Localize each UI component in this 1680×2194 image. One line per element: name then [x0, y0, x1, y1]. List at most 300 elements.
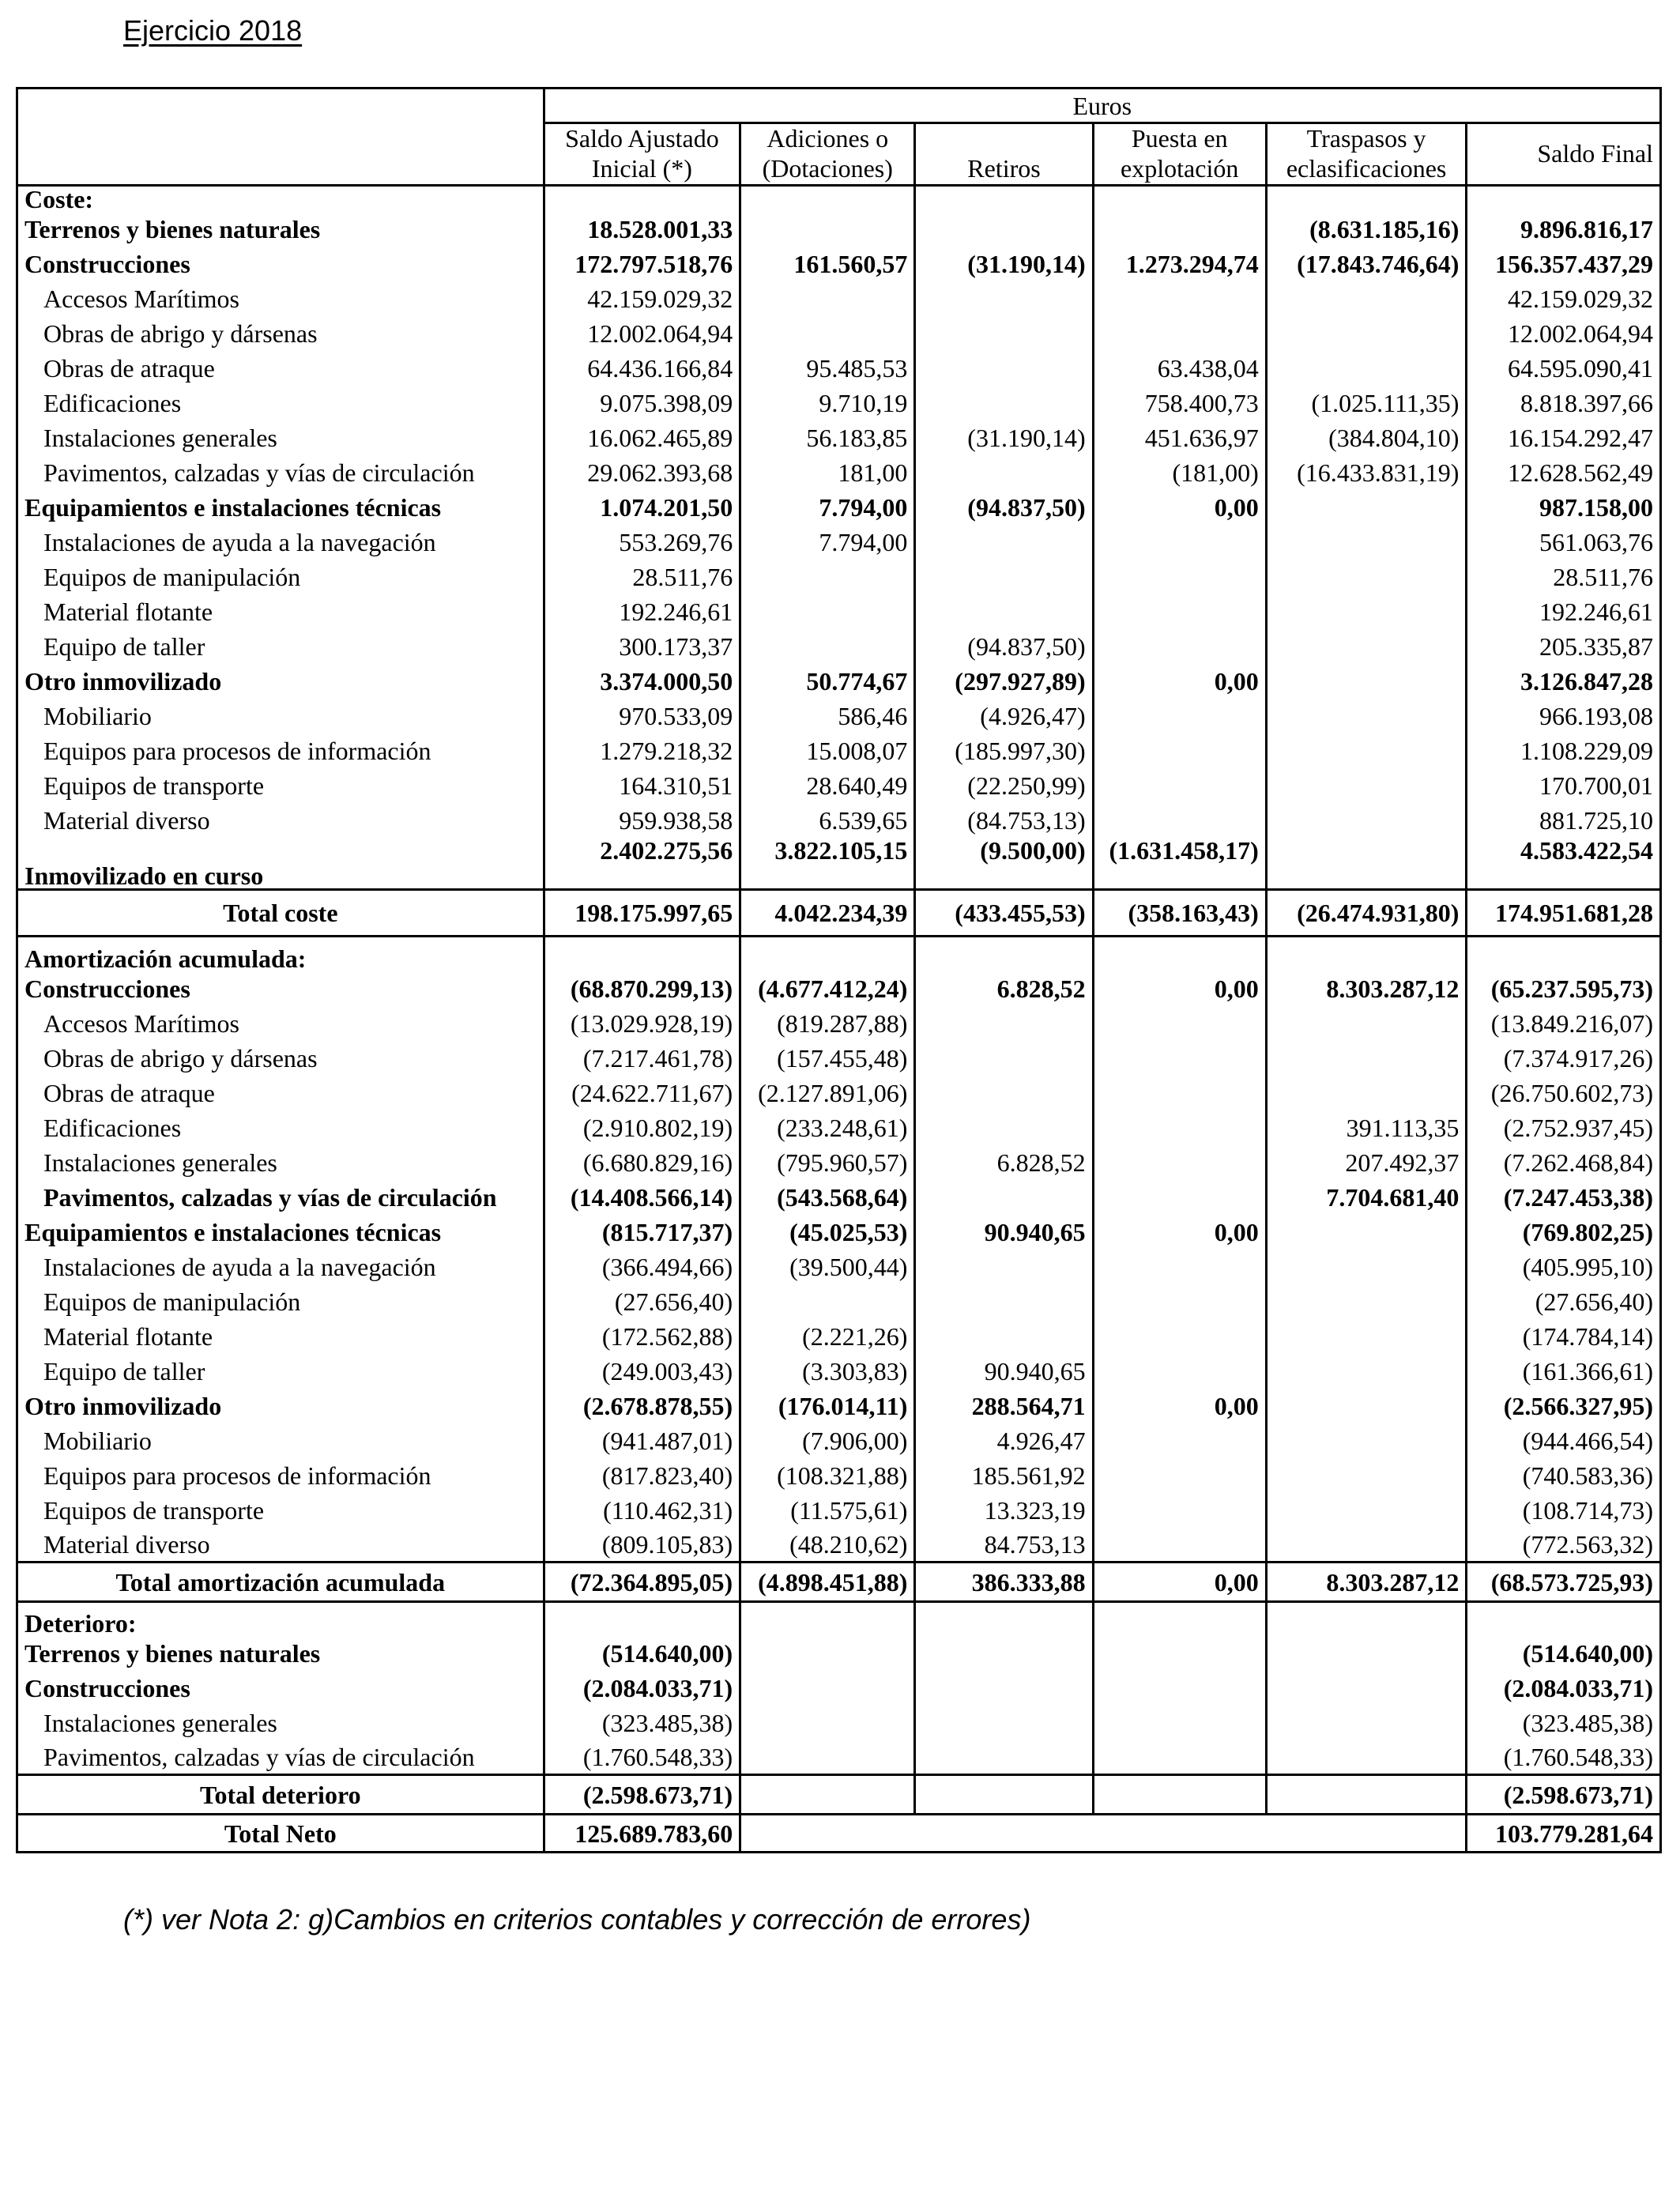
cell-col-5 [1266, 1354, 1467, 1389]
cell-col-6: 1.108.229,09 [1467, 733, 1661, 768]
cell-col-6: 170.700,01 [1467, 768, 1661, 803]
cell-col-4: 1.273.294,74 [1093, 247, 1266, 281]
cell-col-3 [915, 1602, 1093, 1636]
row-label: Construcciones [24, 1673, 190, 1702]
cell-col-3 [915, 1636, 1093, 1671]
cell-col-5 [1266, 281, 1467, 316]
row-label: Deterioro: [17, 1602, 544, 1636]
cell-col-4 [1093, 594, 1266, 629]
row-c-ayuda [17, 525, 1661, 560]
row-label: Amortización acumulada: [17, 937, 544, 971]
cell-col-6 [1467, 185, 1661, 212]
cell-col-6: (68.573.725,93) [1467, 1563, 1661, 1602]
cell-col-6: (1.760.548,33) [1467, 1740, 1661, 1775]
row-label: Otro inmovilizado [24, 1391, 222, 1420]
cell-col-5 [1266, 1636, 1467, 1671]
cell-col-6: (7.247.453,38) [1467, 1180, 1661, 1215]
cell-col-2: (2.221,26) [740, 1319, 915, 1354]
cell-col-2: (39.500,44) [740, 1250, 915, 1284]
cell-col-5 [1266, 594, 1467, 629]
cell-col-5: (26.474.931,80) [1266, 890, 1467, 937]
cell-col-2: 3.822.105,15 [740, 838, 915, 890]
cell-col-5 [1266, 1423, 1467, 1458]
cell-col-6: 966.193,08 [1467, 699, 1661, 733]
cell-col-5 [1266, 699, 1467, 733]
cell-col-6: (7.262.468,84) [1467, 1145, 1661, 1180]
cell-col-3 [915, 1284, 1093, 1319]
row-a-equip [17, 1215, 1661, 1250]
cell-col-4: 63.438,04 [1093, 351, 1266, 386]
cell-col-5 [1266, 1458, 1467, 1493]
cell-col-1: (24.622.711,67) [544, 1076, 740, 1110]
cell-col-6: (65.237.595,73) [1467, 971, 1661, 1006]
cell-col-5: (1.025.111,35) [1266, 386, 1467, 420]
cell-col-1: (941.487,01) [544, 1423, 740, 1458]
row-label: Equipos de manipulación [43, 1287, 301, 1316]
row-a-edif [17, 1110, 1661, 1145]
row-a-div [17, 1528, 1661, 1563]
row-c-constr [17, 247, 1661, 281]
cell-col-4 [1093, 1671, 1266, 1706]
cell-col-6: (769.802,25) [1467, 1215, 1661, 1250]
cell-col-1: 300.173,37 [544, 629, 740, 664]
cell-col-3: (94.837,50) [915, 629, 1093, 664]
cell-col-2 [740, 1602, 915, 1636]
cell-col-2: 6.539,65 [740, 803, 915, 838]
row-a-constr [17, 971, 1661, 1006]
page-title: Ejercicio 2018 [123, 14, 303, 47]
cell-col-5 [1266, 803, 1467, 838]
cell-col-3 [915, 1815, 1093, 1853]
cell-col-6: (174.784,14) [1467, 1319, 1661, 1354]
footnote: (*) ver Nota 2: g)Cambios en criterios contables y corrección de errores) [123, 1903, 1031, 1936]
cell-col-1: (514.640,00) [544, 1636, 740, 1671]
row-label: Instalaciones de ayuda a la navegación [43, 527, 436, 556]
cell-col-3: 90.940,65 [915, 1215, 1093, 1250]
row-label: Equipo de taller [43, 631, 205, 661]
header-currency: Euros [544, 89, 1660, 123]
header-col-retiros: Retiros [915, 123, 1093, 186]
row-label: Pavimentos, calzadas y vías de circulación [43, 1742, 475, 1771]
cell-col-2: (795.960,57) [740, 1145, 915, 1180]
cell-col-1: 3.374.000,50 [544, 664, 740, 699]
row-label: Mobiliario [43, 701, 152, 730]
row-label: Total Neto [17, 1815, 544, 1853]
cell-col-1: 18.528.001,33 [544, 212, 740, 247]
cell-col-1: (366.494,66) [544, 1250, 740, 1284]
cell-col-5 [1266, 1250, 1467, 1284]
row-c-div [17, 803, 1661, 838]
cell-col-2: 9.710,19 [740, 386, 915, 420]
cell-col-6: 174.951.681,28 [1467, 890, 1661, 937]
cell-col-5 [1266, 490, 1467, 525]
cell-col-3 [915, 560, 1093, 594]
cell-col-1: 2.402.275,56 [544, 838, 740, 890]
cell-col-4: 0,00 [1093, 1563, 1266, 1602]
cell-col-1: (27.656,40) [544, 1284, 740, 1319]
cell-col-5 [1266, 1528, 1467, 1563]
cell-col-2 [740, 1775, 915, 1815]
cell-col-4: 758.400,73 [1093, 386, 1266, 420]
cell-col-3: (433.455,53) [915, 890, 1093, 937]
cell-col-5 [1266, 316, 1467, 351]
cell-col-1 [544, 185, 740, 212]
cell-col-2: (819.287,88) [740, 1006, 915, 1041]
cell-col-5: (17.843.746,64) [1266, 247, 1467, 281]
cell-col-4 [1093, 1354, 1266, 1389]
cell-col-6: (26.750.602,73) [1467, 1076, 1661, 1110]
cell-col-6: 16.154.292,47 [1467, 420, 1661, 455]
row-c-edif [17, 386, 1661, 420]
cell-col-4: 0,00 [1093, 971, 1266, 1006]
row-c-atraque [17, 351, 1661, 386]
cell-col-2 [740, 1284, 915, 1319]
cell-col-6: 12.628.562,49 [1467, 455, 1661, 490]
cell-col-5: 391.113,35 [1266, 1110, 1467, 1145]
cell-col-2 [740, 281, 915, 316]
row-d-total [17, 1775, 1661, 1815]
cell-col-1: (2.678.878,55) [544, 1389, 740, 1423]
cell-col-2 [740, 1671, 915, 1706]
cell-col-6: 12.002.064,94 [1467, 316, 1661, 351]
cell-col-4 [1093, 1006, 1266, 1041]
cell-col-4 [1093, 1458, 1266, 1493]
cell-col-5 [1266, 1006, 1467, 1041]
cell-col-2 [740, 316, 915, 351]
row-label: Equipos de transporte [43, 1495, 265, 1525]
cell-col-4: (358.163,43) [1093, 890, 1266, 937]
cell-col-5: (384.804,10) [1266, 420, 1467, 455]
cell-col-5 [1266, 1775, 1467, 1815]
cell-col-2 [740, 594, 915, 629]
cell-col-3 [915, 1671, 1093, 1706]
cell-col-3: 288.564,71 [915, 1389, 1093, 1423]
cell-col-4 [1093, 699, 1266, 733]
header-currency-row [17, 89, 1661, 123]
cell-col-1: 1.279.218,32 [544, 733, 740, 768]
header-columns-row [17, 123, 1661, 186]
cell-col-2: (4.898.451,88) [740, 1563, 915, 1602]
row-label: Instalaciones generales [43, 1708, 277, 1737]
row-d-constr [17, 1671, 1661, 1706]
row-a-accesos [17, 1006, 1661, 1041]
cell-col-2 [740, 1706, 915, 1740]
row-neto [17, 1815, 1661, 1853]
cell-col-3: (84.753,13) [915, 803, 1093, 838]
cell-col-2: 15.008,07 [740, 733, 915, 768]
cell-col-3: (4.926,47) [915, 699, 1093, 733]
header-col-puesta-explotacion: Puesta en explotación [1093, 123, 1266, 186]
cell-col-5: 207.492,37 [1266, 1145, 1467, 1180]
cell-col-4 [1093, 1706, 1266, 1740]
row-a-otro [17, 1389, 1661, 1423]
row-label: Edificaciones [43, 388, 182, 417]
row-c-info [17, 733, 1661, 768]
cell-col-1: (110.462,31) [544, 1493, 740, 1528]
cell-col-4 [1093, 316, 1266, 351]
cell-col-2: 181,00 [740, 455, 915, 490]
cell-col-4 [1093, 1250, 1266, 1284]
cell-col-1: (172.562,88) [544, 1319, 740, 1354]
cell-col-6 [1467, 937, 1661, 971]
cell-col-3: (185.997,30) [915, 733, 1093, 768]
cell-col-2: 50.774,67 [740, 664, 915, 699]
row-c-transp [17, 768, 1661, 803]
cell-col-2 [740, 937, 915, 971]
cell-col-2: (233.248,61) [740, 1110, 915, 1145]
cell-col-6: (323.485,38) [1467, 1706, 1661, 1740]
header-col-traspasos: Traspasos y eclasificaciones [1266, 123, 1467, 186]
cell-col-2: 7.794,00 [740, 525, 915, 560]
row-c-equip [17, 490, 1661, 525]
cell-col-1: 12.002.064,94 [544, 316, 740, 351]
cell-col-1: (815.717,37) [544, 1215, 740, 1250]
cell-col-3 [915, 1740, 1093, 1775]
cell-col-3: (94.837,50) [915, 490, 1093, 525]
cell-col-4 [1093, 1041, 1266, 1076]
cell-col-4 [1093, 1636, 1266, 1671]
cell-col-6: 881.725,10 [1467, 803, 1661, 838]
cell-col-5 [1266, 185, 1467, 212]
cell-col-3: 185.561,92 [915, 1458, 1093, 1493]
cell-col-3: 6.828,52 [915, 971, 1093, 1006]
cell-col-4 [1093, 1740, 1266, 1775]
cell-col-3 [915, 594, 1093, 629]
row-label: Material diverso [43, 1529, 210, 1559]
row-a-total [17, 1563, 1661, 1602]
cell-col-3: 4.926,47 [915, 1423, 1093, 1458]
cell-col-1: 9.075.398,09 [544, 386, 740, 420]
cell-col-1: (809.105,83) [544, 1528, 740, 1563]
cell-col-1: (249.003,43) [544, 1354, 740, 1389]
cell-col-3 [915, 1319, 1093, 1354]
cell-col-1: (817.823,40) [544, 1458, 740, 1493]
cell-col-2: (11.575,61) [740, 1493, 915, 1528]
cell-col-4 [1093, 1319, 1266, 1354]
row-c-inst [17, 420, 1661, 455]
row-c-pav [17, 455, 1661, 490]
row-a-info [17, 1458, 1661, 1493]
cell-col-5 [1266, 1602, 1467, 1636]
cell-col-2: (3.303,83) [740, 1354, 915, 1389]
row-c-taller [17, 629, 1661, 664]
cell-col-6: 42.159.029,32 [1467, 281, 1661, 316]
cell-col-4 [1093, 768, 1266, 803]
cell-col-1: 16.062.465,89 [544, 420, 740, 455]
cell-col-2: (45.025,53) [740, 1215, 915, 1250]
cell-col-6: 987.158,00 [1467, 490, 1661, 525]
cell-col-1: 28.511,76 [544, 560, 740, 594]
cell-col-4: (1.631.458,17) [1093, 838, 1266, 890]
cell-col-2: 95.485,53 [740, 351, 915, 386]
cell-col-5 [1266, 525, 1467, 560]
row-coste-h [17, 185, 1661, 212]
cell-col-6: (2.752.937,45) [1467, 1110, 1661, 1145]
cell-col-2: 7.794,00 [740, 490, 915, 525]
cell-col-2 [740, 185, 915, 212]
cell-col-4 [1093, 1528, 1266, 1563]
cell-col-1: (2.598.673,71) [544, 1775, 740, 1815]
cell-col-2 [740, 560, 915, 594]
row-label: Equipamientos e instalaciones técnicas [24, 1217, 442, 1246]
cell-col-6: (944.466,54) [1467, 1423, 1661, 1458]
cell-col-3 [915, 386, 1093, 420]
row-c-accesos [17, 281, 1661, 316]
cell-col-1: 42.159.029,32 [544, 281, 740, 316]
cell-col-5 [1266, 1389, 1467, 1423]
cell-col-4 [1093, 1602, 1266, 1636]
cell-col-3 [915, 1041, 1093, 1076]
row-c-total [17, 890, 1661, 937]
cell-col-1: (2.910.802,19) [544, 1110, 740, 1145]
cell-col-3: 6.828,52 [915, 1145, 1093, 1180]
cell-col-6: 561.063,76 [1467, 525, 1661, 560]
row-amort-h [17, 937, 1661, 971]
row-label: Obras de atraque [43, 353, 215, 383]
cell-col-1: (323.485,38) [544, 1706, 740, 1740]
cell-col-6: (108.714,73) [1467, 1493, 1661, 1528]
row-c-curso [17, 838, 1661, 890]
row-d-pav [17, 1740, 1661, 1775]
cell-col-5 [1266, 1215, 1467, 1250]
row-a-mob [17, 1423, 1661, 1458]
cell-col-2: (7.906,00) [740, 1423, 915, 1458]
cell-col-5: 7.704.681,40 [1266, 1180, 1467, 1215]
cell-col-6: (514.640,00) [1467, 1636, 1661, 1671]
cell-col-3: (297.927,89) [915, 664, 1093, 699]
cell-col-6: 205.335,87 [1467, 629, 1661, 664]
cell-col-4: 0,00 [1093, 490, 1266, 525]
cell-col-2 [740, 212, 915, 247]
cell-col-3: 90.940,65 [915, 1354, 1093, 1389]
row-label: Total deterioro [17, 1775, 544, 1815]
cell-col-2: 28.640,49 [740, 768, 915, 803]
cell-col-3 [915, 1775, 1093, 1815]
cell-col-5 [1266, 733, 1467, 768]
cell-col-1: (68.870.299,13) [544, 971, 740, 1006]
cell-col-2 [740, 1636, 915, 1671]
cell-col-1: 198.175.997,65 [544, 890, 740, 937]
cell-col-4 [1093, 1423, 1266, 1458]
cell-col-2: (48.210,62) [740, 1528, 915, 1563]
cell-col-3 [915, 281, 1093, 316]
cell-col-1: 64.436.166,84 [544, 351, 740, 386]
cell-col-3: (31.190,14) [915, 247, 1093, 281]
cell-col-6: 192.246,61 [1467, 594, 1661, 629]
row-label: Pavimentos, calzadas y vías de circulación [43, 1182, 497, 1212]
cell-col-1: (7.217.461,78) [544, 1041, 740, 1076]
row-label: Edificaciones [43, 1113, 182, 1142]
header-col-saldo-inicial: Saldo Ajustado Inicial (*) [544, 123, 740, 186]
cell-col-3 [915, 1110, 1093, 1145]
row-c-mob [17, 699, 1661, 733]
cell-col-5 [1266, 1284, 1467, 1319]
cell-col-5 [1266, 1706, 1467, 1740]
cell-col-1: 553.269,76 [544, 525, 740, 560]
cell-col-6: (740.583,36) [1467, 1458, 1661, 1493]
row-label: Equipamientos e instalaciones técnicas [24, 492, 442, 522]
cell-col-1 [544, 937, 740, 971]
row-label: Instalaciones generales [43, 1148, 277, 1177]
row-d-terrenos [17, 1636, 1661, 1671]
row-a-atraque [17, 1076, 1661, 1110]
row-label: Equipos de transporte [43, 771, 265, 800]
cell-col-6: 8.818.397,66 [1467, 386, 1661, 420]
cell-col-3 [915, 1250, 1093, 1284]
row-label: Obras de abrigo y dársenas [43, 1043, 318, 1072]
row-label: Inmovilizado en curso [24, 861, 264, 890]
row-a-abrigo [17, 1041, 1661, 1076]
cell-col-3 [915, 455, 1093, 490]
row-c-flot [17, 594, 1661, 629]
row-label: Construcciones [24, 974, 190, 1003]
cell-col-2: (2.127.891,06) [740, 1076, 915, 1110]
cell-col-5 [1266, 560, 1467, 594]
cell-col-3 [915, 351, 1093, 386]
cell-col-1: 172.797.518,76 [544, 247, 740, 281]
cell-col-1: 970.533,09 [544, 699, 740, 733]
cell-col-5 [1266, 1740, 1467, 1775]
cell-col-3: (31.190,14) [915, 420, 1093, 455]
cell-col-4 [1093, 629, 1266, 664]
cell-col-2: 161.560,57 [740, 247, 915, 281]
cell-col-2: 586,46 [740, 699, 915, 733]
cell-col-5 [1266, 1815, 1467, 1853]
cell-col-5 [1266, 351, 1467, 386]
cell-col-2 [740, 1740, 915, 1775]
row-d-inst [17, 1706, 1661, 1740]
cell-col-3 [915, 525, 1093, 560]
cell-col-1: 192.246,61 [544, 594, 740, 629]
cell-col-6: (405.995,10) [1467, 1250, 1661, 1284]
cell-col-6: (2.566.327,95) [1467, 1389, 1661, 1423]
cell-col-2: (108.321,88) [740, 1458, 915, 1493]
cell-col-4 [1093, 733, 1266, 768]
cell-col-5: 8.303.287,12 [1266, 1563, 1467, 1602]
cell-col-4 [1093, 560, 1266, 594]
cell-col-3 [915, 1006, 1093, 1041]
cell-col-3 [915, 1076, 1093, 1110]
cell-col-2: (157.455,48) [740, 1041, 915, 1076]
row-a-taller [17, 1354, 1661, 1389]
cell-col-6: (2.084.033,71) [1467, 1671, 1661, 1706]
cell-col-4: 451.636,97 [1093, 420, 1266, 455]
cell-col-5: (16.433.831,19) [1266, 455, 1467, 490]
cell-col-3 [915, 212, 1093, 247]
cell-col-6: 28.511,76 [1467, 560, 1661, 594]
cell-col-1: (6.680.829,16) [544, 1145, 740, 1180]
cell-col-2 [740, 1815, 915, 1853]
cell-col-4 [1093, 1815, 1266, 1853]
cell-col-5: (8.631.185,16) [1266, 212, 1467, 247]
cell-col-2: (543.568,64) [740, 1180, 915, 1215]
cell-col-2: 4.042.234,39 [740, 890, 915, 937]
row-label: Equipos para procesos de información [43, 736, 431, 765]
cell-col-6: 103.779.281,64 [1467, 1815, 1661, 1853]
cell-col-1: (2.084.033,71) [544, 1671, 740, 1706]
cell-col-1: 125.689.783,60 [544, 1815, 740, 1853]
row-c-manip [17, 560, 1661, 594]
row-a-manip [17, 1284, 1661, 1319]
cell-col-1: 29.062.393,68 [544, 455, 740, 490]
cell-col-6: 156.357.437,29 [1467, 247, 1661, 281]
cell-col-6: 9.896.816,17 [1467, 212, 1661, 247]
cell-col-4 [1093, 281, 1266, 316]
cell-col-5 [1266, 1076, 1467, 1110]
cell-col-2: 56.183,85 [740, 420, 915, 455]
cell-col-3 [915, 316, 1093, 351]
cell-col-4 [1093, 1145, 1266, 1180]
